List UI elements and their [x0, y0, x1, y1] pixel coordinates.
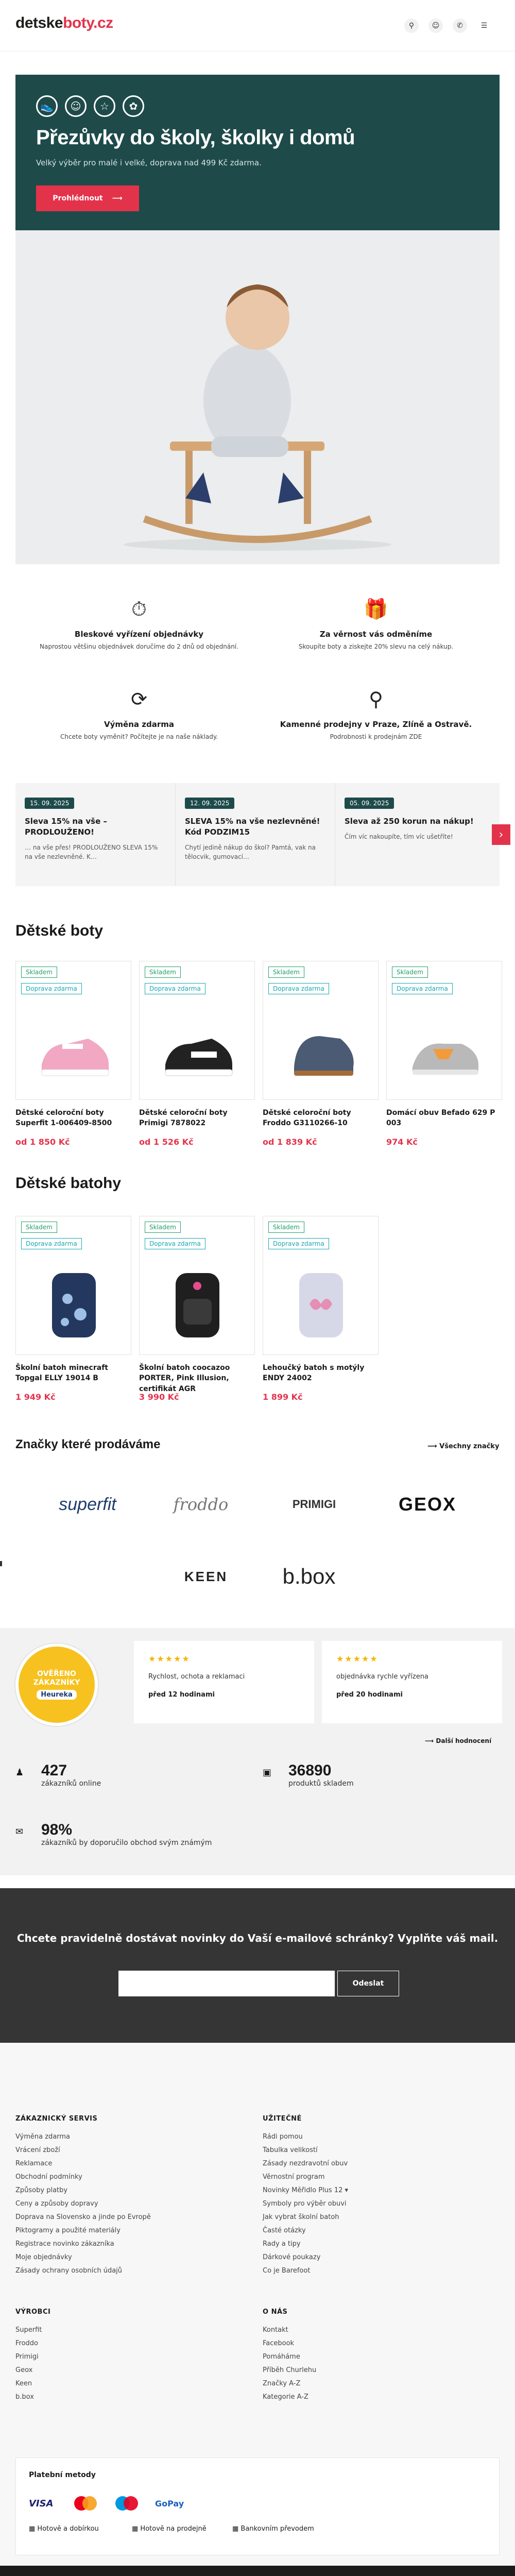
- phone-icon[interactable]: ✆: [453, 19, 467, 33]
- review-card: ★★★★★ Rychlost, ochota a reklamaci před 12 hodinami: [134, 1641, 314, 1723]
- site-header: [0, 0, 515, 52]
- footer-link[interactable]: Geox: [15, 2366, 33, 2374]
- hero-title: Přezůvky do školy, školky i domů: [36, 126, 355, 149]
- footer-link[interactable]: Tabulka velikostí: [263, 2146, 318, 2154]
- bank-icon: ▦: [232, 2525, 241, 2533]
- footer-link[interactable]: Pomáháme: [263, 2353, 300, 2361]
- newsletter-email-input[interactable]: [118, 1971, 335, 1996]
- people-icon: ♟: [15, 1767, 24, 1778]
- shoes-title: Dětské boty: [15, 922, 104, 939]
- product-price: 1 949 Kč: [15, 1392, 56, 1402]
- footer-links-brands: [15, 2324, 42, 2404]
- footer-link[interactable]: Piktogramy a použité materiály: [15, 2227, 121, 2234]
- shoe-icon: 👟: [36, 95, 58, 117]
- footer-link[interactable]: Dárkové poukazy: [263, 2253, 321, 2261]
- footer-link[interactable]: Superfit: [15, 2326, 42, 2334]
- child-icon: ☺: [65, 95, 87, 117]
- brand-logo-primigi[interactable]: PRIMIGI: [292, 1498, 336, 1511]
- footer-link[interactable]: Registrace novinko zákazníka: [15, 2240, 114, 2248]
- product-name[interactable]: Lehoučký batoh s motýly ENDY 24002: [263, 1364, 365, 1383]
- product-name[interactable]: Dětské celoroční boty Primigi 7878022: [139, 1109, 228, 1128]
- product-card[interactable]: Skladem Doprava zdarma Školní batoh minecraft Topgal ELLY 19014 B 1 949 Kč: [15, 1216, 131, 1453]
- news-card[interactable]: 12. 09. 2025 SLEVA 15% na vše nezlevněné! Kód PODZIM15 Chytí jedině nákup do škol? Pamtá, vak na tělocvik, gumovací…: [175, 783, 330, 886]
- more-reviews-link[interactable]: ⟶ Další hodnocení: [425, 1737, 492, 1744]
- feature-stores: ⚲ Kamenné prodejny v Praze, Zlíně a Ostravě. Podrobnosti k prodejnám ZDE: [268, 683, 484, 741]
- brand-logo-geox[interactable]: GEOX: [398, 1494, 457, 1515]
- rating-stars: ★★★★★: [336, 1654, 379, 1664]
- footer-links-useful: [263, 2130, 348, 2278]
- box-icon: ▣: [263, 1767, 272, 1778]
- star-icon: ☆: [94, 95, 115, 117]
- footer-link[interactable]: Kategorie A-Z: [263, 2393, 308, 2401]
- page: detskeboty.cz ⚲ ☺ ✆ ☰ 👟 ☺ ☆ ✿ Přezůvky do školy, školky i domů Velký výběr pro malé i velké, doprava nad 499 Kč zdarma. Prohlédnout ⟶ ⏱ Bleskové vyřízení objednávky Naprostou většinu objednávek doručíme do 2 dnů od objednání. 🎁 Za věrnost vás odměníme Skoupíte boty a ziskejte 20% slevu na celý nákup. ⟳ Výměna zdarma Chcete boty vyměnit? Počítejte je na naše náklady. ⚲ Kamenné prodejny v Praze, Zlíně a Ostravě. Podrobnosti k prodejnám ZDE 15. 09. 2025 Sleva 15% na vše – PRODLOUŽENO! … na vše přes! PRODLOUŽENO SLEVA 15% na vše nezlevněné. K… 12. 09. 2025 SLEVA 15% na vše nezlevněné! Kód PODZIM15 Chytí jedině nákup do škol? Pamtá, vak na tělocvik, gumovací… 05. 09. 2025 Sleva až 250 korun na nákup! Čím víc nakoupíte, tím víc ušetříte! › Dětské boty Skladem Doprava zdarma Dětské celoroční boty Superfit 1-006409-8500 od 1 850 Kč Skladem Doprava zdarma Dětské celoroční boty Primigi 7878022 od 1 526 Kč Skladem Doprava zdarma Dětské celoroční boty Froddo G3110266-10 od 1 839 Kč Skladem Doprava zdarma Domácí obuv Befado 629 P 003 974 Kč Dětské batohy Skladem Doprava zdarma Školní batoh minecraft Topgal ELLY 19014 B 1 949 Kč Skladem Doprava zdarma Školní batoh coocazoo PORTER, Pink Illusion, certifikát AGR 3 990 Kč Skladem Doprava zdarma Lehoučký batoh s motýly ENDY 24002 1 899 Kč Značky které prodáváme ⟶ Všechny značky superfit froddo PRIMIGI GEOX KEEN b.box OVĚŘENO ZÁKAZNÍKY Heureka ★★★★★ Rychlost, ochota a reklamaci před 12 hodinami ★★★★★ objednávka rychle vyřízena před 20 hodinami ⟶ Další hodnocení ♟ 427 zákazníků online ▣ 36890 produktů skladem ✉ 98% zákazníků by doporučilo obchod svým známým Chcete pravidelně dostávat novinky do Vaší e-mailové schránky? Vyplňte váš mail. Odeslat ZÁKAZNICKÝ SERVIS Výměna zdarma Vrácení zboží Reklamace Obchodní podmínky Způsoby platby Ceny a způsoby dopravy Doprava na Slovensko a jinde po Evropě Piktogramy a použité materiály Registrace novinko zákazníka Moje objednávky Zásady ochrany osobních údajů UŽITEČNÉ Rádi pomou Tabulka velikostí Zásady nezdravotní obuv Věrnostní program Novinky Měřidlo Plus 12 ▾ Symboly pro výběr obuvi Jak vybrat školní batoh Časté otázky Rady a tipy Dárkové poukazy Co je Barefoot VÝROBCI Superfit Froddo Primigi Geox Keen b.box O NÁS Kontakt Facebook Pomáháme Příběh Churlehu Značky A-Z Kategorie A-Z Platební metody VISA GoPay ▦ Hotově a dobírkou ▦ Hotově na prodejně ▦ Bankovním převodem: [0, 0, 515, 2576]
- news-slider: [15, 783, 500, 886]
- refresh-icon: ⟳: [131, 688, 147, 710]
- product-card[interactable]: Skladem Doprava zdarma Dětské celoroční boty Superfit 1-006409-8500 od 1 850 Kč: [15, 961, 131, 1198]
- rating-stars: ★★★★★: [148, 1654, 191, 1664]
- product-image: [279, 1008, 364, 1090]
- product-image: [402, 1008, 487, 1090]
- review-card: ★★★★★ objednávka rychle vyřízena před 20 hodinami: [322, 1641, 502, 1723]
- mastercard-icon: [70, 2494, 101, 2513]
- footer-link[interactable]: Výměna zdarma: [15, 2133, 71, 2141]
- product-price: od 1 850 Kč: [15, 1137, 70, 1147]
- footer-link[interactable]: Věrnostní program: [263, 2173, 325, 2181]
- brand-logo-keen[interactable]: KEEN: [184, 1568, 228, 1584]
- product-card[interactable]: Skladem Doprava zdarma Domácí obuv Befado 629 P 003 974 Kč: [386, 961, 502, 1198]
- product-name[interactable]: Dětské celoroční boty Froddo G3110266-10: [263, 1109, 351, 1128]
- next-arrow-icon[interactable]: ›: [492, 824, 510, 845]
- footer-link[interactable]: Primigi: [15, 2353, 39, 2361]
- footer-link[interactable]: Zásady ochrany osobních údajů: [15, 2267, 123, 2275]
- footer-link[interactable]: Reklamace: [15, 2160, 53, 2167]
- product-card[interactable]: Skladem Doprava zdarma Dětské celoroční boty Froddo G3110266-10 od 1 839 Kč: [263, 961, 379, 1198]
- heureka-badge[interactable]: OVĚŘENO ZÁKAZNÍKY Heureka: [15, 1643, 98, 1726]
- footer-link[interactable]: Způsoby platby: [15, 2187, 68, 2194]
- gift-icon: 🎁: [364, 597, 388, 620]
- arrow-right-icon: ⟶: [112, 194, 123, 202]
- footer-link[interactable]: Froddo: [15, 2340, 39, 2347]
- location-icon: ⚲: [369, 688, 383, 710]
- product-image: [155, 1008, 240, 1090]
- footer-bottom: [0, 2566, 515, 2576]
- product-price: od 1 526 Kč: [139, 1137, 194, 1147]
- footer-link[interactable]: Keen: [15, 2380, 32, 2387]
- product-price: 1 899 Kč: [263, 1392, 303, 1402]
- newsletter-submit-button[interactable]: Odeslat: [337, 1971, 399, 1996]
- maestro-icon: [111, 2494, 142, 2513]
- footer-link[interactable]: Obchodní podmínky: [15, 2173, 82, 2181]
- menu-icon[interactable]: ☰: [477, 19, 491, 33]
- footer-link[interactable]: b.box: [15, 2393, 34, 2401]
- hero-button[interactable]: Prohlédnout ⟶: [36, 185, 139, 211]
- footer-link[interactable]: Vrácení zboží: [15, 2146, 60, 2154]
- feature-fast-delivery: ⏱ Bleskové vyřízení objednávky Naprostou většinu objednávek doručíme do 2 dnů od objednání.: [31, 592, 247, 651]
- feature-free-exchange: ⟳ Výměna zdarma Chcete boty vyměnit? Počítejte je na naše náklady.: [31, 683, 247, 741]
- product-name[interactable]: Školní batoh minecraft Topgal ELLY 19014 B: [15, 1364, 108, 1383]
- brand-logo-superfit[interactable]: superfit: [59, 1494, 116, 1514]
- product-name[interactable]: Dětské celoroční boty Superfit 1-006409-8500: [15, 1109, 112, 1128]
- product-price: od 1 839 Kč: [263, 1137, 317, 1147]
- product-card[interactable]: Skladem Doprava zdarma Lehoučký batoh s motýly ENDY 24002 1 899 Kč: [263, 1216, 379, 1453]
- product-name[interactable]: Domácí obuv Befado 629 P 003: [386, 1109, 495, 1128]
- logo[interactable]: detskeboty.cz: [15, 14, 113, 31]
- footer-link[interactable]: Moje objednávky: [15, 2253, 72, 2261]
- footer-link[interactable]: Příběh Churlehu: [263, 2366, 317, 2374]
- brands-title: Značky které prodáváme: [15, 1437, 161, 1451]
- visa-icon: VISA: [29, 2498, 54, 2509]
- product-card[interactable]: Skladem Doprava zdarma Dětské celoroční boty Primigi 7878022 od 1 526 Kč: [139, 961, 255, 1198]
- payment-methods: Platební metody VISA GoPay ▦ Hotově a dobírkou ▦ Hotově na prodejně ▦ Bankovním převodem: [15, 2458, 500, 2555]
- arrow-right-icon: ⟶: [427, 1443, 440, 1450]
- footer-link[interactable]: Co je Barefoot: [263, 2267, 311, 2275]
- newsletter-section: Chcete pravidelně dostávat novinky do Vaší e-mailové schránky? Vyplňte váš mail. Odeslat: [0, 1888, 515, 2043]
- news-card[interactable]: 05. 09. 2025 Sleva až 250 korun na nákup! Čím víc nakoupíte, tím víc ušetříte!: [335, 783, 489, 886]
- footer-link[interactable]: Časté otázky: [263, 2227, 306, 2234]
- footer-links-about: [263, 2324, 316, 2404]
- search-icon[interactable]: ⚲: [404, 19, 419, 33]
- news-card[interactable]: 15. 09. 2025 Sleva 15% na vše – PRODLOUŽENO! … na vše přes! PRODLOUŽENO SLEVA 15% na vše nezlevněné. K…: [15, 783, 170, 886]
- product-card[interactable]: Skladem Doprava zdarma Školní batoh coocazoo PORTER, Pink Illusion, certifikát AGR 3 990 Kč: [139, 1216, 255, 1453]
- hero-banner: [15, 75, 500, 564]
- product-price: 3 990 Kč: [139, 1392, 179, 1402]
- bags-title: Dětské batohy: [15, 1175, 122, 1192]
- leaf-icon: ✿: [123, 95, 144, 117]
- product-image: [31, 1008, 116, 1090]
- footer-links-service: [15, 2130, 151, 2278]
- footer-link[interactable]: Rady a tipy: [263, 2240, 301, 2248]
- product-image: [155, 1263, 240, 1345]
- cash-icon: ▦: [29, 2525, 38, 2533]
- hero-subtitle: Velký výběr pro malé i velké, doprava nad 499 Kč zdarma.: [36, 158, 262, 167]
- user-icon[interactable]: ☺: [428, 19, 443, 33]
- product-price: 974 Kč: [386, 1137, 418, 1147]
- footer-link[interactable]: Ceny a způsoby dopravy: [15, 2200, 98, 2208]
- all-brands-link[interactable]: ⟶ Všechny značky: [427, 1443, 500, 1450]
- footer-link[interactable]: Rádi pomou: [263, 2133, 303, 2141]
- footer-link[interactable]: Jak vybrat školní batoh: [263, 2213, 339, 2221]
- hero-image: [15, 230, 500, 564]
- stopwatch-icon: ⏱: [131, 597, 147, 620]
- chat-icon: ✉: [15, 1826, 24, 1837]
- footer-link[interactable]: Značky A-Z: [263, 2380, 301, 2387]
- hero-icons: [36, 95, 144, 117]
- product-name[interactable]: Školní batoh coocazoo PORTER, Pink Illusion, certifikát AGR: [139, 1364, 230, 1393]
- arrow-right-icon: ⟶: [425, 1737, 436, 1744]
- footer-link[interactable]: Facebook: [263, 2340, 295, 2347]
- footer-link[interactable]: Zásady nezdravotní obuv: [263, 2160, 348, 2167]
- product-image: [31, 1263, 116, 1345]
- brand-logo-froddo[interactable]: froddo: [173, 1495, 229, 1514]
- footer-link[interactable]: Symboly pro výběr obuvi: [263, 2200, 347, 2208]
- gopay-icon: GoPay: [155, 2498, 184, 2509]
- footer-link[interactable]: Doprava na Slovensko a jinde po Evropě: [15, 2213, 151, 2221]
- product-image: [279, 1263, 364, 1345]
- brand-logo-bbox[interactable]: b.box: [282, 1564, 336, 1588]
- feature-loyalty: 🎁 Za věrnost vás odměníme Skoupíte boty a ziskejte 20% slevu na celý nákup.: [268, 592, 484, 651]
- store-icon: ▦: [132, 2525, 141, 2533]
- footer-link[interactable]: Kontakt: [263, 2326, 288, 2334]
- footer: ZÁKAZNICKÝ SERVIS Výměna zdarma Vrácení zboží Reklamace Obchodní podmínky Způsoby platby Ceny a způsoby dopravy Doprava na Slovensko a jinde po Evropě Piktogramy a použité materiály Registrace novinko zákazníka Moje objednávky Zásady ochrany osobních údajů UŽITEČNÉ Rádi pomou Tabulka velikostí Zásady nezdravotní obuv Věrnostní program Novinky Měřidlo Plus 12 ▾ Symboly pro výběr obuvi Jak vybrat školní batoh Časté otázky Rady a tipy Dárkové poukazy Co je Barefoot VÝROBCI Superfit Froddo Primigi Geox Keen b.box O NÁS Kontakt Facebook Pomáháme Příběh Churlehu Značky A-Z Kategorie A-Z: [0, 2043, 515, 2576]
- footer-link[interactable]: Novinky Měřidlo Plus 12 ▾: [263, 2187, 349, 2194]
